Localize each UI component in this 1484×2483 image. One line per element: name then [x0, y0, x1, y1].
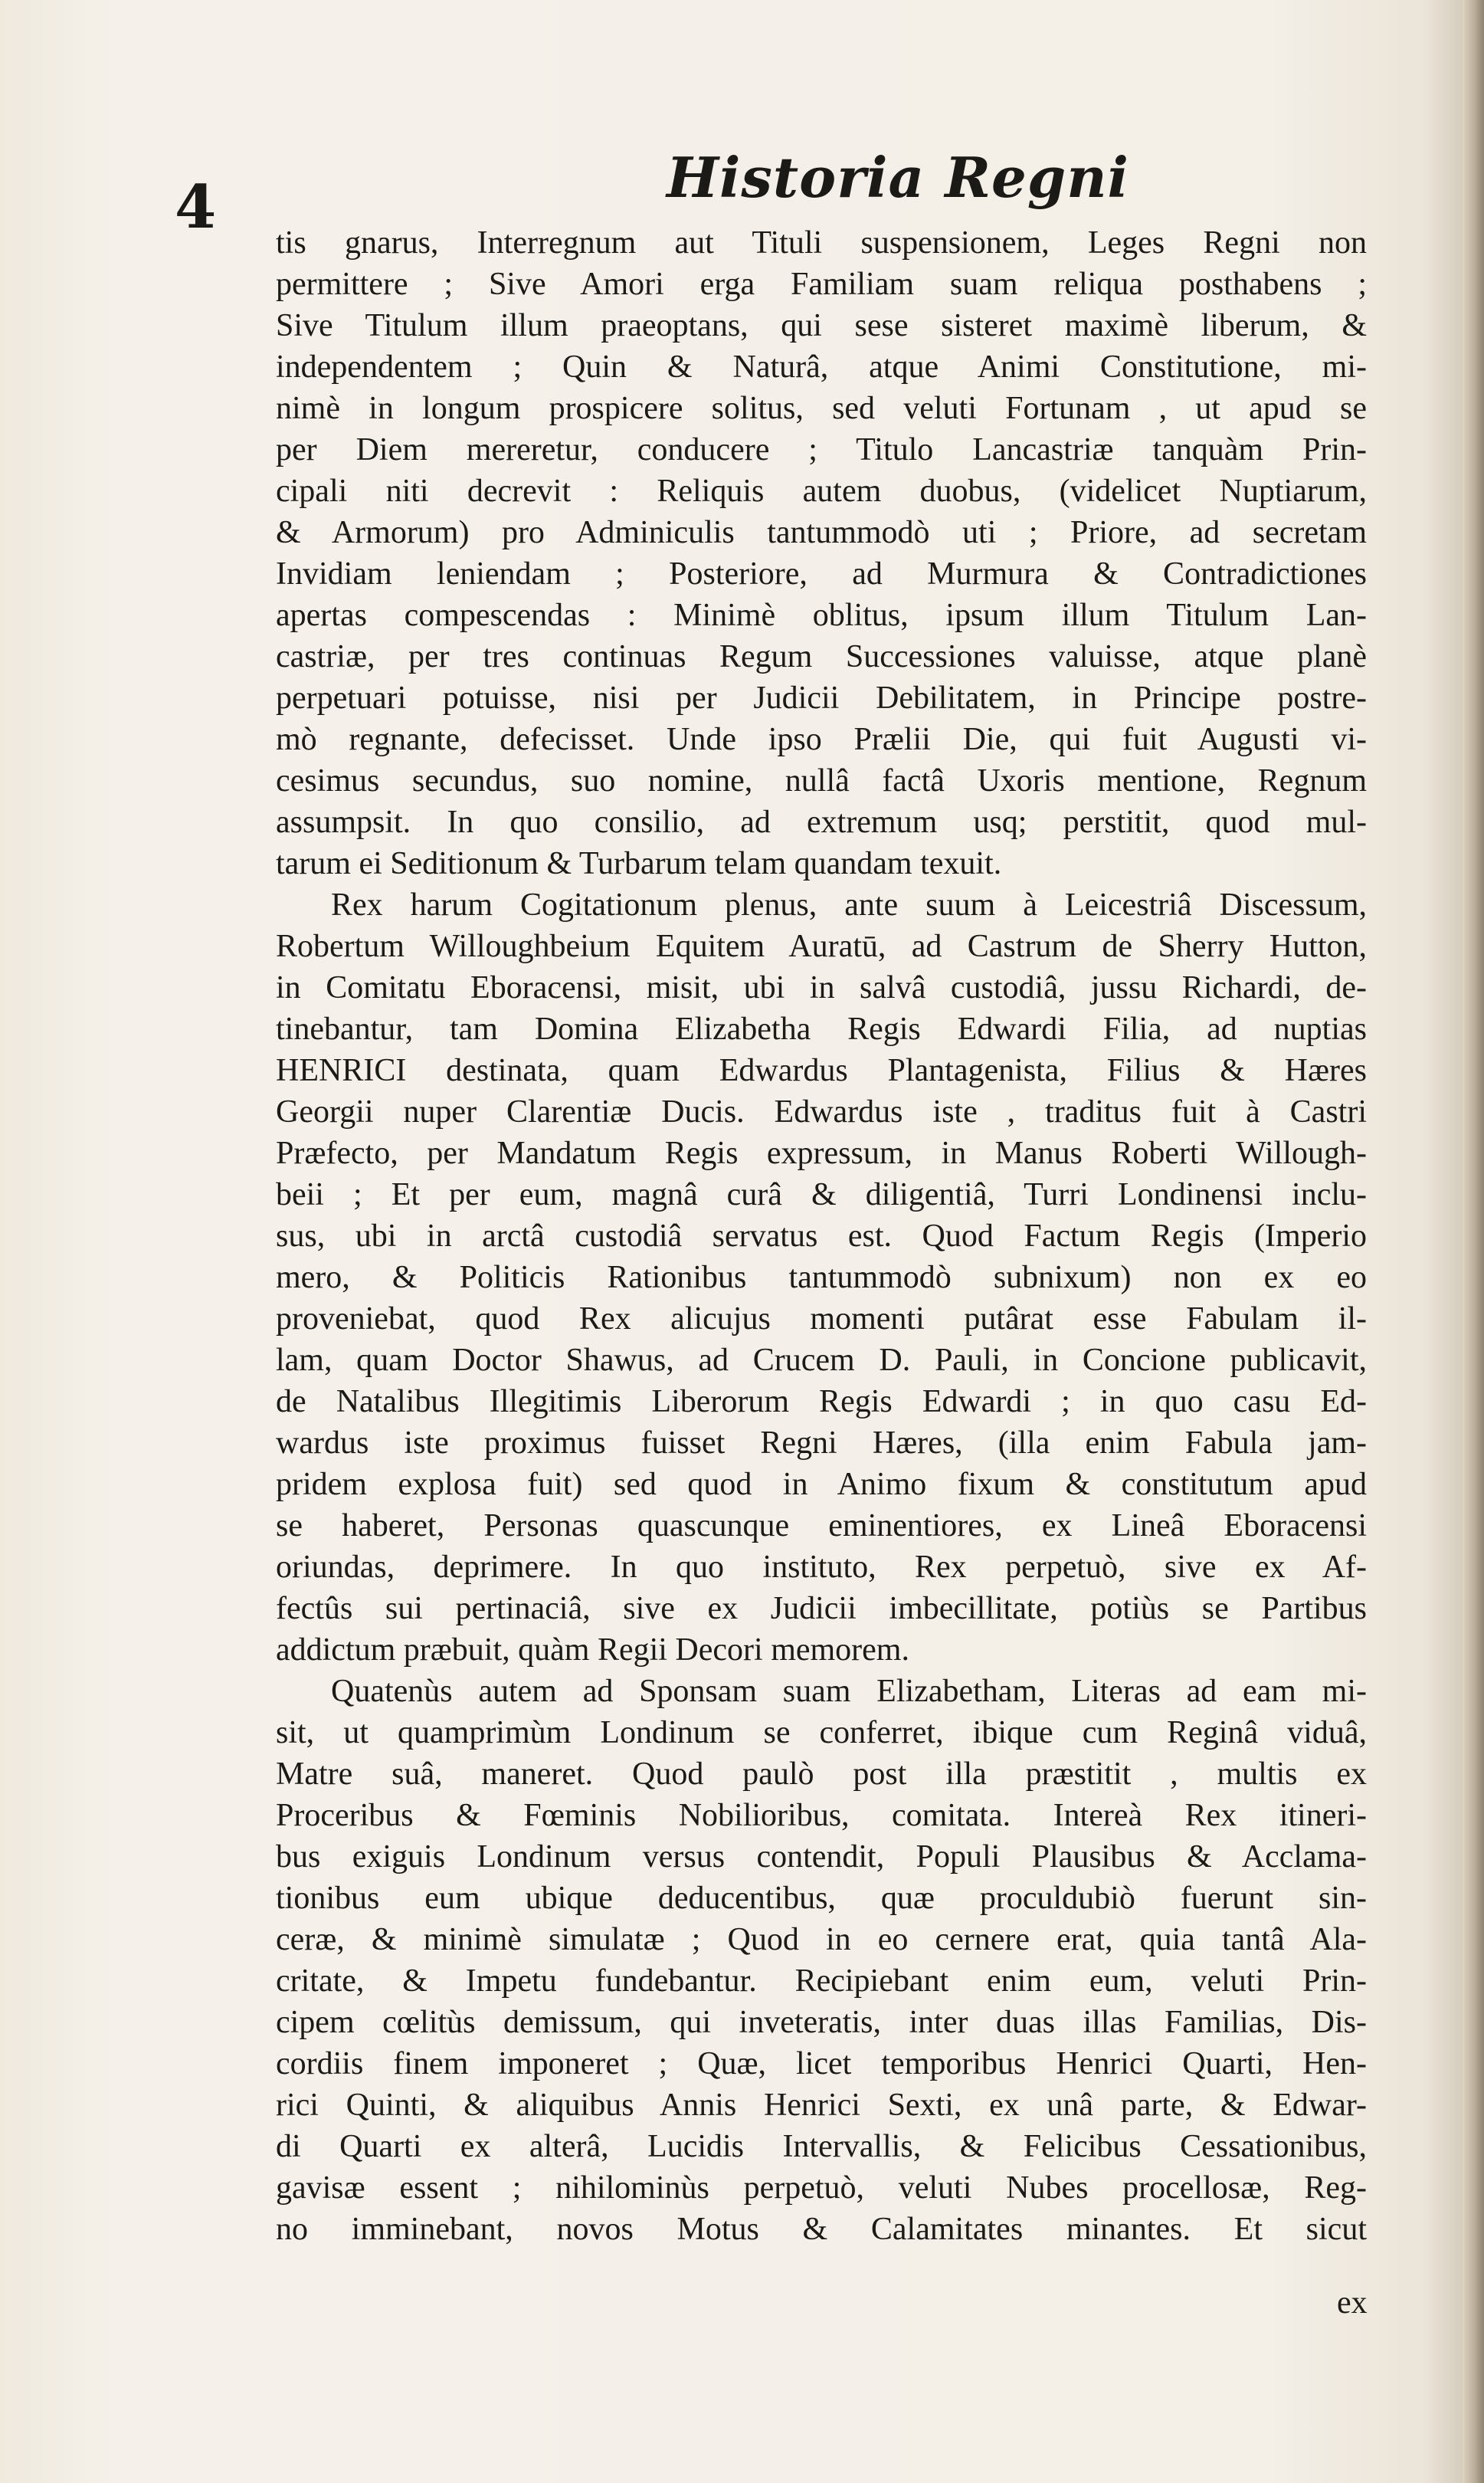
text-line: mò regnante, defecisset. Unde ipso Prælii Die, qui fuit Augusti vi-	[276, 722, 1367, 757]
text-line: tinebantur, tam Domina Elizabetha Regis Edwardi Filia, ad nuptias	[276, 1012, 1367, 1047]
text-line: de Natalibus Illegitimis Liberorum Regis Edwardi ; in quo casu Ed-	[276, 1384, 1367, 1419]
text-line: beii ; Et per eum, magnâ curâ & diligentiâ, Turri Londinensi inclu-	[276, 1177, 1367, 1212]
catchword: ex	[1337, 2285, 1368, 2321]
body-text	[276, 222, 1367, 2250]
text-line: Georgii nuper Clarentiæ Ducis. Edwardus iste , traditus fuit à Castri	[276, 1094, 1367, 1130]
text-line: pridem explosa fuit) sed quod in Animo fixum & constitutum apud	[276, 1467, 1367, 1502]
text-line: Robertum Willoughbeium Equitem Auratū, ad Castrum de Sherry Hutton,	[276, 929, 1367, 964]
text-line: oriundas, deprimere. In quo instituto, Rex perpetuò, sive ex Af-	[276, 1550, 1367, 1585]
paragraph-end-line: tarum ei Seditionum & Turbarum telam quandam texuit.	[276, 846, 1002, 881]
text-line: Proceribus & Fœminis Nobilioribus, comitata. Intereà Rex itineri-	[276, 1798, 1367, 1833]
paragraph-end-line: addictum præbuit, quàm Regii Decori memorem.	[276, 1632, 909, 1668]
page-number: 4	[175, 172, 217, 242]
text-line: permittere ; Sive Amori erga Familiam suam reliqua posthabens ;	[276, 267, 1367, 302]
text-line: nimè in longum prospicere solitus, sed veluti Fortunam , ut apud se	[276, 391, 1367, 426]
text-line: HENRICI destinata, quam Edwardus Plantagenista, Filius & Hæres	[276, 1053, 1367, 1088]
text-line: mero, & Politicis Rationibus tantummodò subnixum) non ex eo	[276, 1260, 1367, 1295]
text-line: se haberet, Personas quascunque eminentiores, ex Lineâ Eboracensi	[276, 1508, 1367, 1543]
page-edge	[1463, 0, 1484, 2483]
text-line: ceræ, & minimè simulatæ ; Quod in eo cernere erat, quia tantâ Ala-	[276, 1922, 1367, 1957]
text-line: sit, ut quamprimùm Londinum se conferret, ibique cum Reginâ viduâ,	[276, 1715, 1367, 1750]
running-title: Historia Regni	[667, 145, 1129, 210]
text-line: & Armorum) pro Adminiculis tantummodò uti ; Priore, ad secretam	[276, 515, 1367, 550]
text-line: no imminebant, novos Motus & Calamitates minantes. Et sicut	[276, 2212, 1367, 2247]
text-line: cipem cœlitùs demissum, qui inveteratis, inter duas illas Familias, Dis-	[276, 2005, 1367, 2040]
text-line: apertas compescendas : Minimè oblitus, ipsum illum Titulum Lan-	[276, 598, 1367, 633]
text-line: assumpsit. In quo consilio, ad extremum usq; perstitit, quod mul-	[276, 805, 1367, 840]
text-line: Præfecto, per Mandatum Regis expressum, in Manus Roberti Willough-	[276, 1136, 1367, 1171]
text-line: per Diem mereretur, conducere ; Titulo Lancastriæ tanquàm Prin-	[276, 432, 1367, 467]
text-line: cipali niti decrevit : Reliquis autem duobus, (videlicet Nuptiarum,	[276, 474, 1367, 509]
paragraph-start-line: Rex harum Cogitationum plenus, ante suum à Leicestriâ Discessum,	[331, 887, 1367, 923]
paragraph-start-line: Quatenùs autem ad Sponsam suam Elizabetham, Literas ad eam mi-	[331, 1674, 1367, 1709]
text-line: independentem ; Quin & Naturâ, atque Animi Constitutione, mi-	[276, 349, 1367, 385]
text-line: Invidiam leniendam ; Posteriore, ad Murmura & Contradictiones	[276, 556, 1367, 592]
text-line: cesimus secundus, suo nomine, nullâ factâ Uxoris mentione, Regnum	[276, 763, 1367, 799]
text-line: Sive Titulum illum praeoptans, qui sese sisteret maximè liberum, &	[276, 308, 1367, 343]
text-line: wardus iste proximus fuisset Regni Hæres, (illa enim Fabula jam-	[276, 1425, 1367, 1461]
text-line: castriæ, per tres continuas Regum Successiones valuisse, atque planè	[276, 639, 1367, 674]
text-line: bus exiguis Londinum versus contendit, Populi Plausibus & Acclama-	[276, 1839, 1367, 1875]
text-line: Matre suâ, maneret. Quod paulò post illa præstitit , multis ex	[276, 1756, 1367, 1792]
text-line: fectûs sui pertinaciâ, sive ex Judicii imbecillitate, potiùs se Partibus	[276, 1591, 1367, 1626]
text-line: rici Quinti, & aliquibus Annis Henrici Sexti, ex unâ parte, & Edwar-	[276, 2088, 1367, 2123]
text-line: cordiis finem imponeret ; Quæ, licet temporibus Henrici Quarti, Hen-	[276, 2046, 1367, 2081]
text-line: perpetuari potuisse, nisi per Judicii Debilitatem, in Principe postre-	[276, 681, 1367, 716]
text-line: sus, ubi in arctâ custodiâ servatus est. Quod Factum Regis (Imperio	[276, 1219, 1367, 1254]
text-line: di Quarti ex alterâ, Lucidis Intervallis, & Felicibus Cessationibus,	[276, 2129, 1367, 2164]
text-line: critate, & Impetu fundebantur. Recipiebant enim eum, veluti Prin-	[276, 1963, 1367, 1999]
text-line: proveniebat, quod Rex alicujus momenti putârat esse Fabulam il-	[276, 1301, 1367, 1337]
text-line: lam, quam Doctor Shawus, ad Crucem D. Pauli, in Concione publicavit,	[276, 1343, 1367, 1378]
text-line: gavisæ essent ; nihilominùs perpetuò, veluti Nubes procellosæ, Reg-	[276, 2170, 1367, 2206]
text-line: tionibus eum ubique deducentibus, quæ proculdubiò fuerunt sin-	[276, 1881, 1367, 1916]
text-line: tis gnarus, Interregnum aut Tituli suspensionem, Leges Regni non	[276, 225, 1367, 261]
text-line: in Comitatu Eboracensi, misit, ubi in salvâ custodiâ, jussu Richardi, de-	[276, 970, 1367, 1005]
